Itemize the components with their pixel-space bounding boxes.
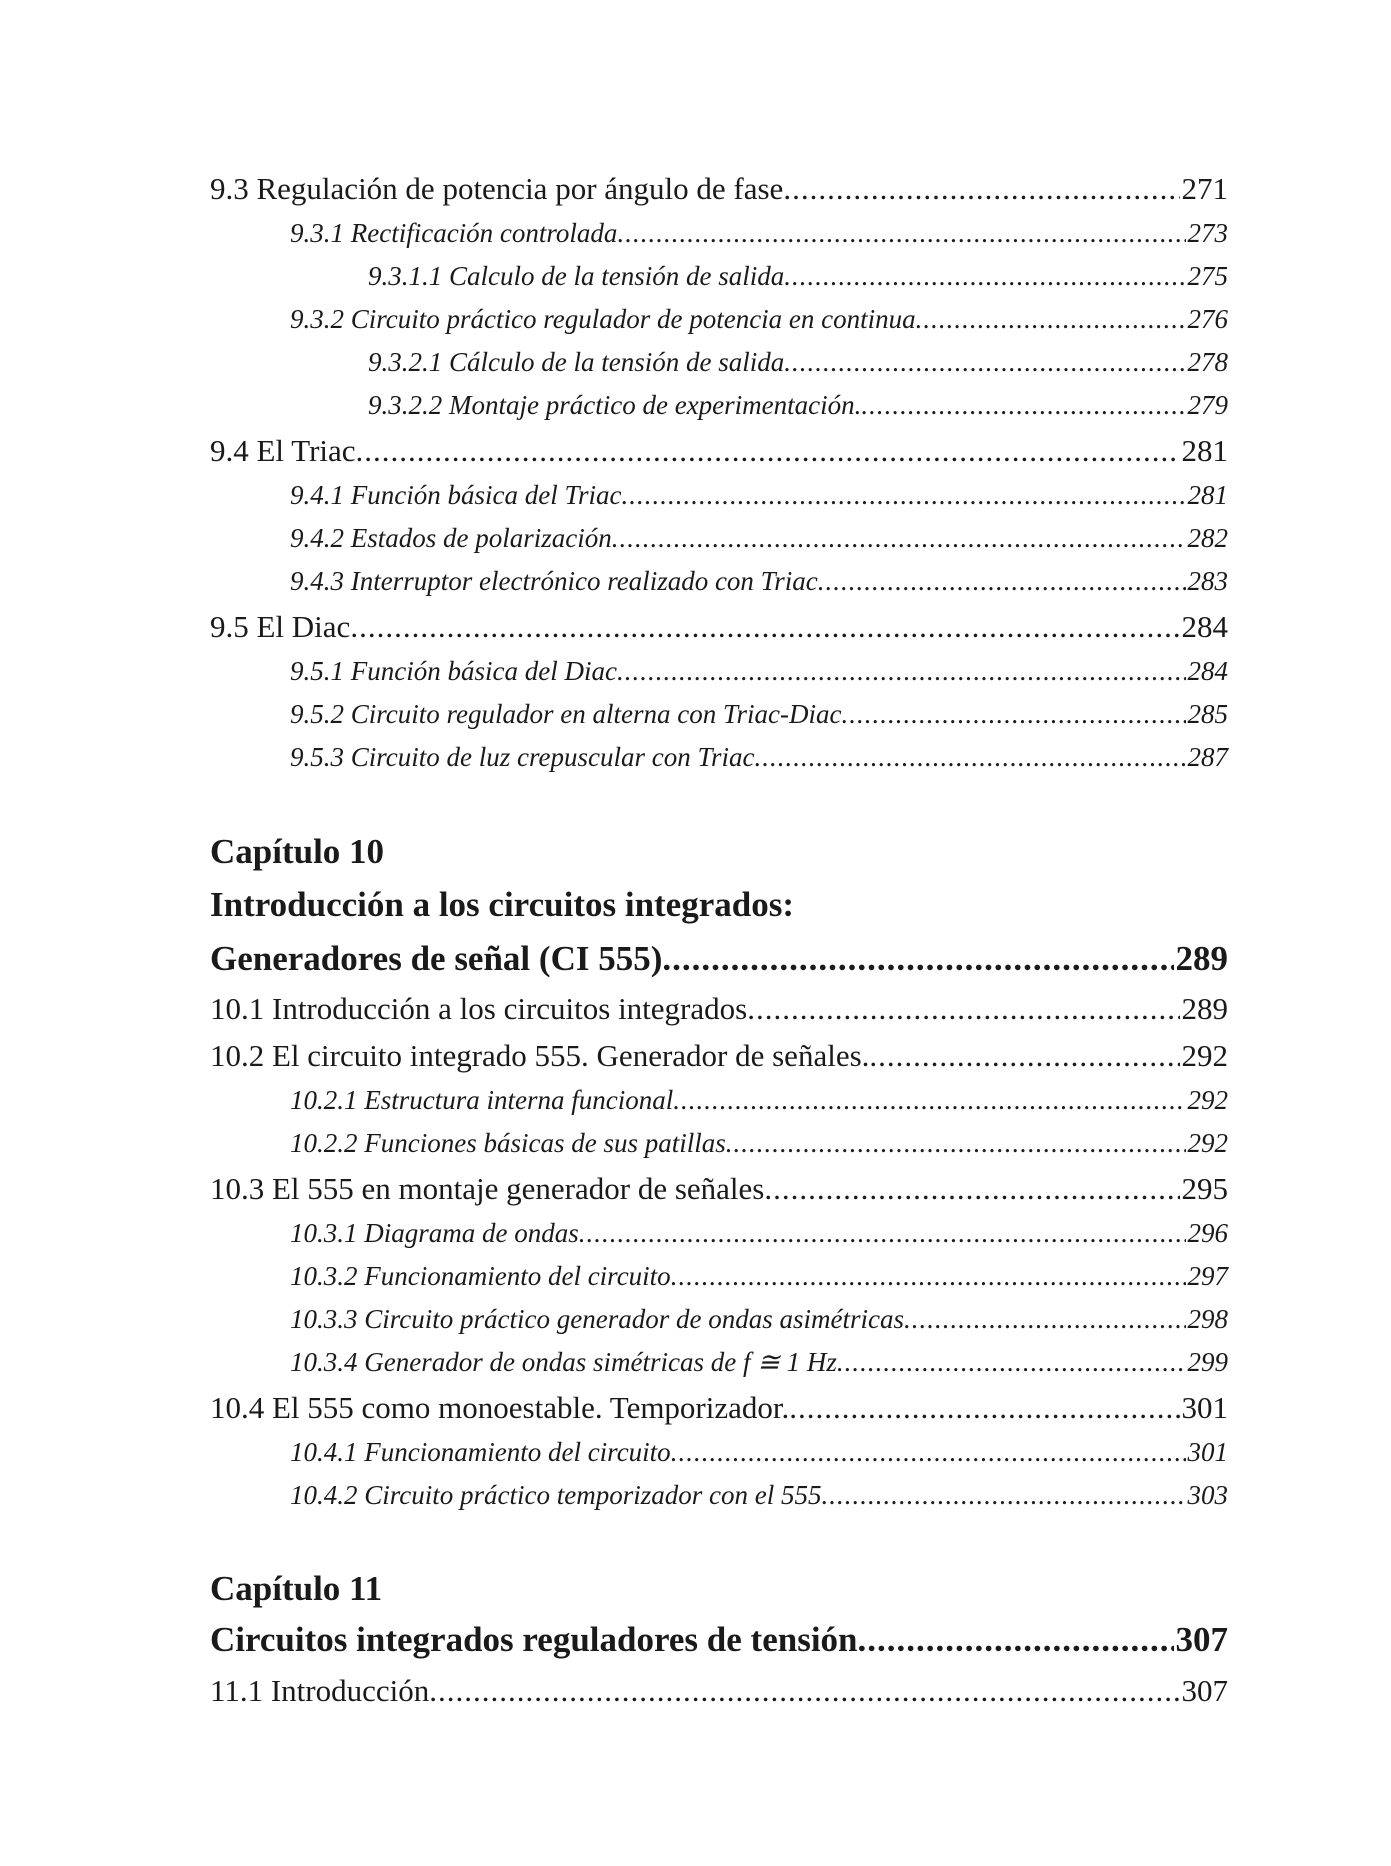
toc-entry	[290, 482, 1228, 509]
toc-leader-dots	[356, 435, 1180, 466]
toc-entry-title: 10.4.2 Circuito práctico temporizador con el 555	[290, 1480, 822, 1510]
toc-entry-page: 292	[1187, 1128, 1228, 1158]
toc-entry-title: 9.4.3 Interruptor electrónico realizado con Triac	[290, 566, 818, 596]
toc-leader-dots	[821, 1482, 1185, 1509]
toc-entry-page: 292	[1187, 1085, 1228, 1115]
toc-entry	[290, 220, 1228, 247]
toc-entry	[210, 1040, 1228, 1071]
toc-entry	[210, 611, 1228, 642]
toc-entry-page: 279	[1187, 390, 1228, 420]
toc-leader-dots	[783, 173, 1179, 204]
toc-entry-page: 289	[1175, 939, 1228, 978]
toc-leader-dots	[764, 1173, 1179, 1204]
toc-entry-page: 307	[1175, 1620, 1228, 1659]
toc-entry	[368, 263, 1228, 290]
toc-entry-title: 9.3.1.1 Calculo de la tensión de salida	[368, 261, 785, 291]
toc-entry	[290, 568, 1228, 595]
toc-entry-title: 9.3.1 Rectificación controlada	[290, 218, 618, 248]
toc-entry-title: 9.3.2.1 Cálculo de la tensión de salida	[368, 347, 785, 377]
toc-entry-page: 282	[1187, 523, 1228, 553]
toc-entry	[290, 1087, 1228, 1114]
toc-entry	[290, 1263, 1228, 1290]
toc-leader-dots	[673, 1087, 1185, 1114]
toc-entry-title: 10.2.2 Funciones básicas de sus patillas	[290, 1128, 726, 1158]
toc-entry-page: 287	[1187, 742, 1228, 772]
toc-entry-page: 273	[1187, 218, 1228, 248]
toc-entry-page: 283	[1187, 566, 1228, 596]
toc-leader-dots	[789, 1392, 1179, 1423]
toc-leader-dots	[841, 701, 1185, 728]
toc-entry-title: 10.4 El 555 como monoestable. Temporizador.	[210, 1390, 790, 1425]
toc-entry-page: 298	[1187, 1304, 1228, 1334]
toc-entry	[210, 435, 1228, 466]
toc-entry	[210, 1173, 1228, 1204]
toc-leader-dots	[350, 611, 1179, 642]
toc-entry-title: Circuitos integrados reguladores de tensión	[210, 1620, 858, 1659]
toc-entry-page: 285	[1187, 699, 1228, 729]
toc-entry	[368, 349, 1228, 376]
toc-entry-title: 9.5.1 Función básica del Diac	[290, 656, 617, 686]
toc-entry-title: 9.4 El Triac	[210, 433, 356, 468]
toc-leader-dots	[904, 1306, 1186, 1333]
toc-entry	[290, 658, 1228, 685]
toc-leader-dots	[869, 1040, 1179, 1071]
toc-entry	[290, 744, 1228, 771]
toc-entry-page: 284	[1181, 609, 1228, 644]
toc-leader-dots	[612, 525, 1186, 552]
toc-entry-page: 289	[1181, 991, 1228, 1026]
toc-leader-dots	[784, 263, 1185, 290]
toc-entry-page: 284	[1187, 656, 1228, 686]
toc-leader-dots	[621, 482, 1185, 509]
toc-entry-title: 9.3 Regulación de potencia por ángulo de fase	[210, 171, 784, 206]
toc-entry	[290, 1220, 1228, 1247]
toc-entry-title: 9.3.2 Circuito práctico regulador de potencia en continua	[290, 304, 916, 334]
toc-entry-title: 10.4.1 Funcionamiento del circuito	[290, 1437, 671, 1467]
chapter-title-entry	[210, 1622, 1228, 1657]
toc-entry	[210, 1392, 1228, 1423]
toc-leader-dots	[429, 1675, 1179, 1706]
toc-leader-dots	[858, 1622, 1174, 1657]
toc-leader-dots	[818, 568, 1186, 595]
toc-entry	[210, 993, 1228, 1024]
toc-entry-title: Generadores de señal (CI 555)	[210, 939, 663, 978]
toc-entry-page: 281	[1187, 480, 1228, 510]
toc-leader-dots	[671, 1439, 1186, 1466]
toc-entry-title: 9.5.2 Circuito regulador en alterna con Triac-Diac	[290, 699, 842, 729]
toc-entry-title: 10.3.1 Diagrama de ondas	[290, 1218, 579, 1248]
toc-leader-dots	[617, 220, 1185, 247]
toc-entry-page: 301	[1187, 1437, 1228, 1467]
toc-entry-page: 307	[1181, 1673, 1228, 1708]
toc-leader-dots	[617, 658, 1186, 685]
toc-entry-title: 10.2.1 Estructura interna funcional	[290, 1085, 674, 1115]
toc-entry	[290, 1349, 1228, 1376]
toc-entry-title: 9.5.3 Circuito de luz crepuscular con Triac	[290, 742, 755, 772]
toc-entry-title: 10.1 Introducción a los circuitos integrados	[210, 991, 748, 1026]
toc-entry-page: 297	[1187, 1261, 1228, 1291]
toc-entry	[210, 173, 1228, 204]
toc-entry	[290, 1439, 1228, 1466]
toc-entry	[290, 525, 1228, 552]
chapter-label: Capítulo 11	[210, 1569, 383, 1608]
chapter-title: Introducción a los circuitos integrados:	[210, 885, 794, 924]
toc-entry-page: 295	[1181, 1171, 1228, 1206]
chapter-label: Capítulo 10	[210, 832, 385, 871]
toc-leader-dots	[662, 941, 1173, 976]
toc-entry-page: 299	[1187, 1347, 1228, 1377]
toc-leader-dots	[754, 744, 1185, 771]
toc-entry	[290, 701, 1228, 728]
toc-leader-dots	[784, 349, 1185, 376]
toc-leader-dots	[837, 1349, 1186, 1376]
toc-entry-page: 276	[1187, 304, 1228, 334]
toc-entry-title: 11.1 Introducción	[210, 1673, 430, 1708]
toc-entry-title: 10.3.4 Generador de ondas simétricas de f ≅ 1 Hz	[290, 1347, 837, 1377]
toc-entry	[290, 1130, 1228, 1157]
toc-entry	[210, 1675, 1228, 1706]
toc-leader-dots	[861, 392, 1185, 419]
toc-entry	[290, 1306, 1228, 1333]
toc-entry-page: 278	[1187, 347, 1228, 377]
toc-entry	[290, 1482, 1228, 1509]
toc-entry-page: 292	[1181, 1038, 1228, 1073]
toc-entry-page: 296	[1187, 1218, 1228, 1248]
toc-leader-dots	[916, 306, 1186, 333]
toc-leader-dots	[726, 1130, 1186, 1157]
toc-leader-dots	[579, 1220, 1186, 1247]
toc-entry-page: 271	[1181, 171, 1228, 206]
toc-entry	[290, 306, 1228, 333]
toc-entry-page: 301	[1181, 1390, 1228, 1425]
toc-leader-dots	[671, 1263, 1186, 1290]
toc-entry-title: 9.4.2 Estados de polarización	[290, 523, 612, 553]
toc-entry-title: 9.4.1 Función básica del Triac	[290, 480, 622, 510]
toc-entry-title: 10.3.3 Circuito práctico generador de ondas asimétricas	[290, 1304, 904, 1334]
toc-entry-title: 10.2 El circuito integrado 555. Generador de señales.	[210, 1038, 870, 1073]
toc-entry-title: 10.3 El 555 en montaje generador de señales	[210, 1171, 765, 1206]
toc-entry-page: 281	[1181, 433, 1228, 468]
toc-entry-title: 10.3.2 Funcionamiento del circuito	[290, 1261, 671, 1291]
toc-entry-title: 9.3.2.2 Montaje práctico de experimentación.	[368, 390, 862, 420]
toc-entry	[368, 392, 1228, 419]
toc-entry-page: 275	[1187, 261, 1228, 291]
toc-leader-dots	[747, 993, 1179, 1024]
toc-entry-page: 303	[1187, 1480, 1228, 1510]
toc-entry-title: 9.5 El Diac	[210, 609, 351, 644]
chapter-title-entry	[210, 941, 1228, 976]
